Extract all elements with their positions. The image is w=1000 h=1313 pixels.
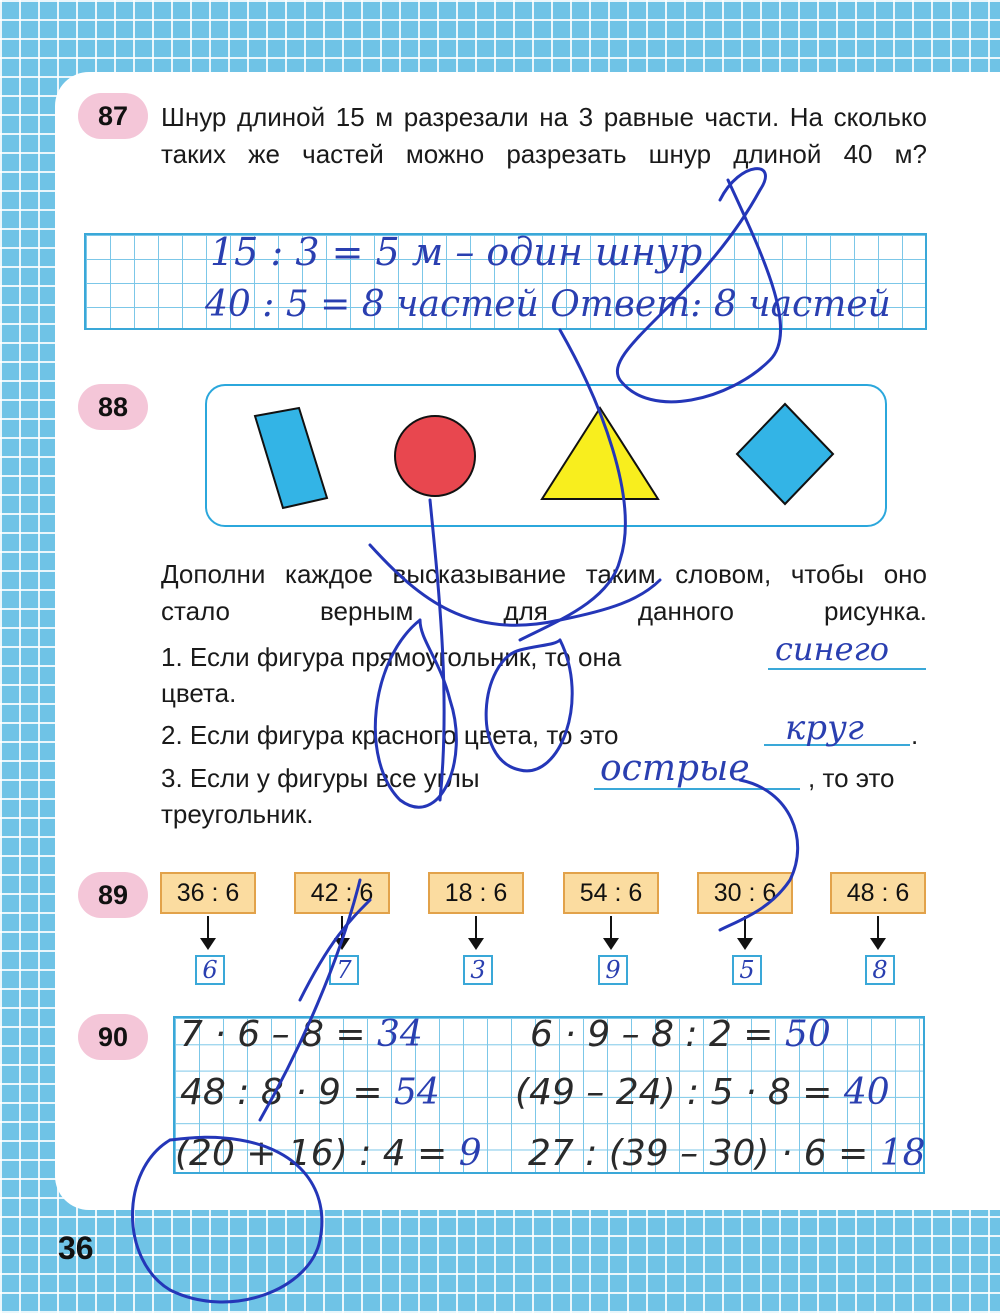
triangle-shape bbox=[542, 408, 658, 499]
task-87-number: 87 bbox=[78, 93, 148, 139]
down-arrow-icon bbox=[877, 916, 879, 940]
task-89-answer-box[interactable]: 8 bbox=[865, 955, 895, 985]
task-89-answer-box[interactable]: 5 bbox=[732, 955, 762, 985]
equation-result: 9 bbox=[458, 1133, 482, 1174]
equation-result: 54 bbox=[394, 1072, 440, 1113]
task-89-expression: 48 : 6 bbox=[830, 872, 926, 914]
statement-2-answer: круг bbox=[785, 708, 864, 748]
equation-result: 40 bbox=[843, 1072, 890, 1113]
statement-1-prefix: 1. Если фигура прямоугольник, то она bbox=[161, 642, 622, 672]
task-89-expression: 54 : 6 bbox=[563, 872, 659, 914]
task-90-equation bbox=[180, 1014, 423, 1055]
task-90-equation bbox=[175, 1133, 482, 1174]
statement-3-answer: острые bbox=[600, 748, 750, 789]
task-89-answer-box[interactable]: 6 bbox=[195, 955, 225, 985]
task-88-instruction: Дополни каждое высказывание таким словом, чтобы оно стало верным для данного рисунка. bbox=[161, 559, 927, 626]
statement-1-blank[interactable] bbox=[768, 668, 926, 670]
task-89-answer-box[interactable]: 7 bbox=[329, 955, 359, 985]
equation-expression: (20 + 16) : 4 = bbox=[175, 1133, 448, 1174]
task-89-expression: 30 : 6 bbox=[697, 872, 793, 914]
task-90-equation bbox=[180, 1072, 440, 1113]
statement-3-prefix: 3. Если у фигуры все углы bbox=[161, 763, 480, 793]
shapes-panel bbox=[205, 384, 887, 527]
equation-result: 34 bbox=[377, 1014, 423, 1055]
task-89-answer-box[interactable]: 9 bbox=[598, 955, 628, 985]
down-arrow-icon bbox=[475, 916, 477, 940]
equation-expression: 48 : 8 · 9 = bbox=[180, 1072, 383, 1113]
down-arrow-icon bbox=[341, 916, 343, 940]
down-arrow-icon bbox=[610, 916, 612, 940]
statement-3-suffix: , то это bbox=[808, 763, 895, 793]
task-89-number: 89 bbox=[78, 872, 148, 918]
task-89-expression: 42 : 6 bbox=[294, 872, 390, 914]
task-90-equation bbox=[515, 1072, 890, 1113]
equation-expression: (49 – 24) : 5 · 8 = bbox=[515, 1072, 833, 1113]
shapes-drawing bbox=[207, 386, 889, 529]
task-88-number: 88 bbox=[78, 384, 148, 430]
rectangle-shape bbox=[255, 408, 327, 508]
task-89-answer-box[interactable]: 3 bbox=[463, 955, 493, 985]
down-arrow-icon bbox=[744, 916, 746, 940]
statement-2-prefix: 2. Если фигура красного цвета, то это bbox=[161, 720, 619, 750]
page-number: 36 bbox=[58, 1230, 94, 1266]
task-90-equation bbox=[530, 1014, 831, 1055]
task-90-number: 90 bbox=[78, 1014, 148, 1060]
task-87-solution-line-2: 40 : 5 = 8 частей Ответ: 8 частей bbox=[205, 284, 891, 325]
down-arrow-icon bbox=[207, 916, 209, 940]
equation-result: 50 bbox=[784, 1014, 831, 1055]
task-87-solution-line-1: 15 : 3 = 5 м – один шнур bbox=[210, 230, 703, 274]
equation-expression: 27 : (39 – 30) · 6 = bbox=[528, 1133, 869, 1174]
equation-expression: 7 · 6 – 8 = bbox=[180, 1014, 366, 1055]
statement-2-suffix: . bbox=[911, 720, 919, 750]
task-89-expression: 36 : 6 bbox=[160, 872, 256, 914]
statement-1-suffix: цвета. bbox=[161, 678, 237, 708]
task-87-text: Шнур длиной 15 м разрезали на 3 равные части. На сколько таких же частей можно разрезать шнур длиной 40 м? bbox=[161, 102, 927, 169]
task-90-equation bbox=[528, 1133, 926, 1174]
diamond-shape bbox=[737, 404, 833, 504]
statement-3-suffix-2: треугольник. bbox=[161, 799, 314, 829]
equation-result: 18 bbox=[879, 1133, 926, 1174]
equation-expression: 6 · 9 – 8 : 2 = bbox=[530, 1014, 774, 1055]
circle-shape bbox=[395, 416, 475, 496]
task-89-expression: 18 : 6 bbox=[428, 872, 524, 914]
statement-1-answer: синего bbox=[775, 630, 889, 668]
